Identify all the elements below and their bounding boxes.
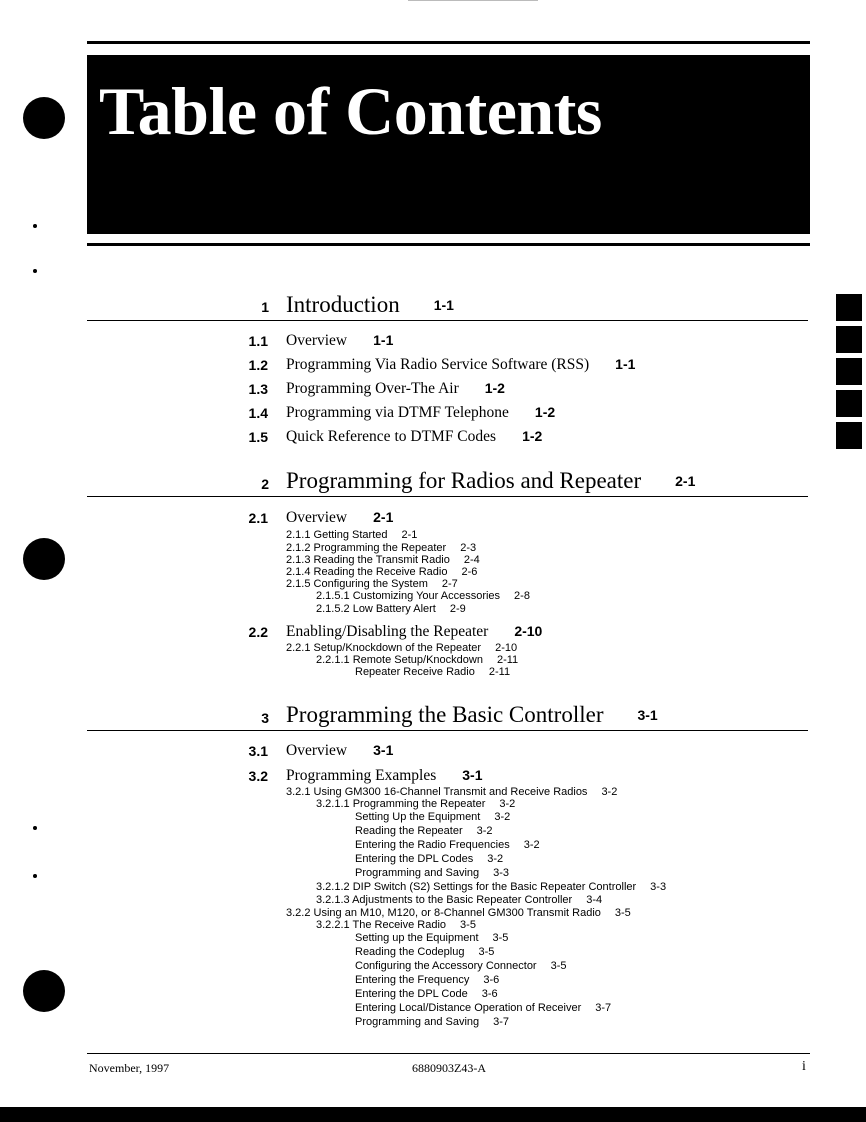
subsection-entry[interactable] <box>316 797 515 811</box>
subsection-title: 2.2.1.1 Remote Setup/Knockdown <box>316 654 483 666</box>
subsection-entry[interactable] <box>355 852 503 866</box>
subsection-page: 3-7 <box>595 1002 612 1014</box>
section-title: Programming Examples <box>286 767 437 784</box>
section-number: 1.3 <box>248 381 268 397</box>
subsection-title: 2.1.3 Reading the Transmit Radio <box>286 554 450 566</box>
scan-speck <box>33 224 37 228</box>
subsection-page: 2-11 <box>496 654 519 666</box>
chapter-thumb-tab <box>836 294 862 321</box>
chapter-title: Programming for Radios and Repeater <box>286 468 642 493</box>
subsection-title: Programming and Saving <box>355 867 480 879</box>
subsection-entry[interactable] <box>355 973 499 987</box>
chapter-title: Introduction <box>286 292 400 317</box>
subsection-title: 3.2.1.3 Adjustments to the Basic Repeater Controller <box>316 894 573 906</box>
subsection-page: 2-10 <box>495 642 518 654</box>
chapter-rule <box>87 730 808 731</box>
chapter-thumb-tab <box>836 422 862 449</box>
subsection-entry[interactable] <box>355 987 498 1001</box>
section-number: 1.1 <box>248 333 268 349</box>
subsection-entry[interactable] <box>355 866 509 880</box>
subsection-title: 3.2.1 Using GM300 16-Channel Transmit and Receive Radios <box>286 786 588 798</box>
footer-rule <box>87 1053 810 1054</box>
subsection-title: Entering Local/Distance Operation of Receiver <box>355 1002 582 1014</box>
section-title: Quick Reference to DTMF Codes <box>286 428 497 445</box>
subsection-page: 3-2 <box>523 839 540 851</box>
subsection-entry[interactable] <box>355 931 508 945</box>
section-page: 1-2 <box>522 428 543 444</box>
subsection-page: 2-9 <box>449 603 466 615</box>
chapter-entry[interactable] <box>286 702 658 728</box>
section-entry[interactable] <box>286 404 555 422</box>
section-entry[interactable] <box>286 332 393 350</box>
binder-hole-middle <box>23 538 65 580</box>
subsection-page: 2-1 <box>401 529 418 541</box>
subsection-page: 3-5 <box>478 946 495 958</box>
subsection-title: 3.2.2 Using an M10, M120, or 8-Channel GM300 Transmit Radio <box>286 907 601 919</box>
subsection-page: 3-5 <box>614 907 631 919</box>
section-page: 1-1 <box>615 356 636 372</box>
chapter-thumb-tab <box>836 326 862 353</box>
chapter-page: 1-1 <box>433 297 454 313</box>
scan-bottom-edge <box>0 1107 866 1122</box>
footer-doc-number: 6880903Z43-A <box>412 1061 486 1075</box>
section-entry[interactable] <box>286 742 393 760</box>
subsection-page: 3-6 <box>483 974 500 986</box>
subsection-title: 2.2.1 Setup/Knockdown of the Repeater <box>286 642 482 654</box>
subsection-page: 3-2 <box>476 825 493 837</box>
section-page: 2-10 <box>514 623 543 639</box>
section-entry[interactable] <box>286 428 542 446</box>
chapter-thumb-tab <box>836 358 862 385</box>
scan-artifact-line <box>408 0 538 1</box>
subsection-title: 2.1.4 Reading the Receive Radio <box>286 566 448 578</box>
section-page: 1-1 <box>373 332 394 348</box>
subsection-entry[interactable] <box>316 893 602 907</box>
subsection-page: 2-4 <box>463 554 480 566</box>
subsection-entry[interactable] <box>355 810 510 824</box>
subsection-page: 3-3 <box>650 881 667 893</box>
subsection-page: 3-2 <box>494 811 511 823</box>
page-title: Table of Contents <box>99 73 602 149</box>
subsection-page: 3-5 <box>492 932 509 944</box>
subsection-title: 2.1.2 Programming the Repeater <box>286 542 447 554</box>
chapter-number: 2 <box>261 476 269 492</box>
subsection-page: 2-6 <box>461 566 478 578</box>
subsection-page: 2-8 <box>514 590 530 602</box>
subsection-page: 3-7 <box>493 1016 510 1028</box>
section-page: 3-1 <box>373 742 394 758</box>
section-title: Overview <box>286 509 348 526</box>
binder-hole-top <box>23 97 65 139</box>
subsection-title: 3.2.2.1 The Receive Radio <box>316 919 447 931</box>
subsection-page: 2-11 <box>488 666 511 678</box>
subsection-title: Configuring the Accessory Connector <box>355 960 537 972</box>
section-page: 1-2 <box>484 380 505 396</box>
subsection-entry[interactable] <box>355 959 567 973</box>
subsection-title: Programming and Saving <box>355 1016 480 1028</box>
section-title: Overview <box>286 332 348 349</box>
subsection-entry[interactable] <box>316 589 530 603</box>
section-number: 2.2 <box>248 624 268 640</box>
subsection-title: 2.1.5.1 Customizing Your Accessories <box>316 590 501 602</box>
title-banner <box>87 55 810 234</box>
section-number: 3.2 <box>248 768 268 784</box>
section-entry[interactable] <box>286 380 505 398</box>
chapter-entry[interactable] <box>286 292 454 318</box>
header-top-rule <box>87 41 810 44</box>
subsection-entry[interactable] <box>355 1001 611 1015</box>
subsection-title: 2.1.1 Getting Started <box>286 529 388 541</box>
subsection-title: Entering the Radio Frequencies <box>355 839 510 851</box>
subsection-page: 2-7 <box>441 578 458 590</box>
subsection-page: 3-2 <box>601 786 618 798</box>
chapter-page: 3-1 <box>637 707 658 723</box>
section-number: 3.1 <box>248 743 268 759</box>
subsection-title: Setting Up the Equipment <box>355 811 481 823</box>
subsection-entry[interactable] <box>286 528 417 542</box>
subsection-title: Entering the Frequency <box>355 974 470 986</box>
subsection-page: 3-6 <box>481 988 498 1000</box>
chapter-entry[interactable] <box>286 468 695 494</box>
subsection-page: 3-2 <box>487 853 504 865</box>
subsection-title: Setting up the Equipment <box>355 932 479 944</box>
subsection-entry[interactable] <box>355 665 510 679</box>
scan-speck <box>33 269 37 273</box>
chapter-rule <box>87 496 808 497</box>
subsection-entry[interactable] <box>355 1015 509 1029</box>
chapter-rule <box>87 320 808 321</box>
binder-hole-bottom <box>23 970 65 1012</box>
subsection-title: Reading the Codeplug <box>355 946 465 958</box>
subsection-title: Entering the DPL Codes <box>355 853 474 865</box>
section-title: Programming Over-The Air <box>286 380 459 397</box>
subsection-page: 3-3 <box>493 867 510 879</box>
subsection-page: 3-4 <box>586 894 603 906</box>
section-page: 2-1 <box>373 509 394 525</box>
subsection-entry[interactable] <box>355 838 540 852</box>
subsection-entry[interactable] <box>355 945 494 959</box>
footer-date: November, 1997 <box>89 1061 170 1075</box>
scan-speck <box>33 874 37 878</box>
footer-page-number: i <box>802 1059 806 1074</box>
chapter-number: 1 <box>261 299 269 315</box>
section-number: 1.5 <box>248 429 268 445</box>
subsection-title: Repeater Receive Radio <box>355 666 475 678</box>
subsection-title: 2.1.5 Configuring the System <box>286 578 428 590</box>
subsection-title: Entering the DPL Code <box>355 988 468 1000</box>
subsection-page: 2-3 <box>460 542 477 554</box>
subsection-title: 3.2.1.2 DIP Switch (S2) Settings for the Basic Repeater Controller <box>316 881 637 893</box>
section-title: Programming Via Radio Service Software (RSS) <box>286 356 590 373</box>
scan-speck <box>33 826 37 830</box>
subsection-entry[interactable] <box>355 824 493 838</box>
header-bottom-rule <box>87 243 810 246</box>
section-entry[interactable] <box>286 356 635 374</box>
subsection-entry[interactable] <box>316 918 476 932</box>
chapter-thumb-tab <box>836 390 862 417</box>
section-number: 1.4 <box>248 405 268 421</box>
section-number: 2.1 <box>248 510 268 526</box>
subsection-page: 3-2 <box>499 798 516 810</box>
section-entry[interactable] <box>286 509 393 527</box>
chapter-title: Programming the Basic Controller <box>286 702 604 727</box>
subsection-entry[interactable] <box>316 602 466 616</box>
subsection-title: Reading the Repeater <box>355 825 463 837</box>
section-title: Enabling/Disabling the Repeater <box>286 623 489 640</box>
chapter-page: 2-1 <box>675 473 696 489</box>
section-page: 1-2 <box>534 404 556 420</box>
section-entry[interactable] <box>286 767 482 785</box>
section-number: 1.2 <box>248 357 268 373</box>
chapter-number: 3 <box>261 710 269 726</box>
subsection-title: 2.1.5.2 Low Battery Alert <box>316 603 436 615</box>
subsection-title: 3.2.1.1 Programming the Repeater <box>316 798 486 810</box>
section-page: 3-1 <box>462 767 483 783</box>
section-entry[interactable] <box>286 623 542 641</box>
section-title: Overview <box>286 742 348 759</box>
section-title: Programming via DTMF Telephone <box>286 404 509 421</box>
subsection-entry[interactable] <box>316 880 666 894</box>
subsection-page: 3-5 <box>550 960 567 972</box>
subsection-page: 3-5 <box>460 919 476 931</box>
